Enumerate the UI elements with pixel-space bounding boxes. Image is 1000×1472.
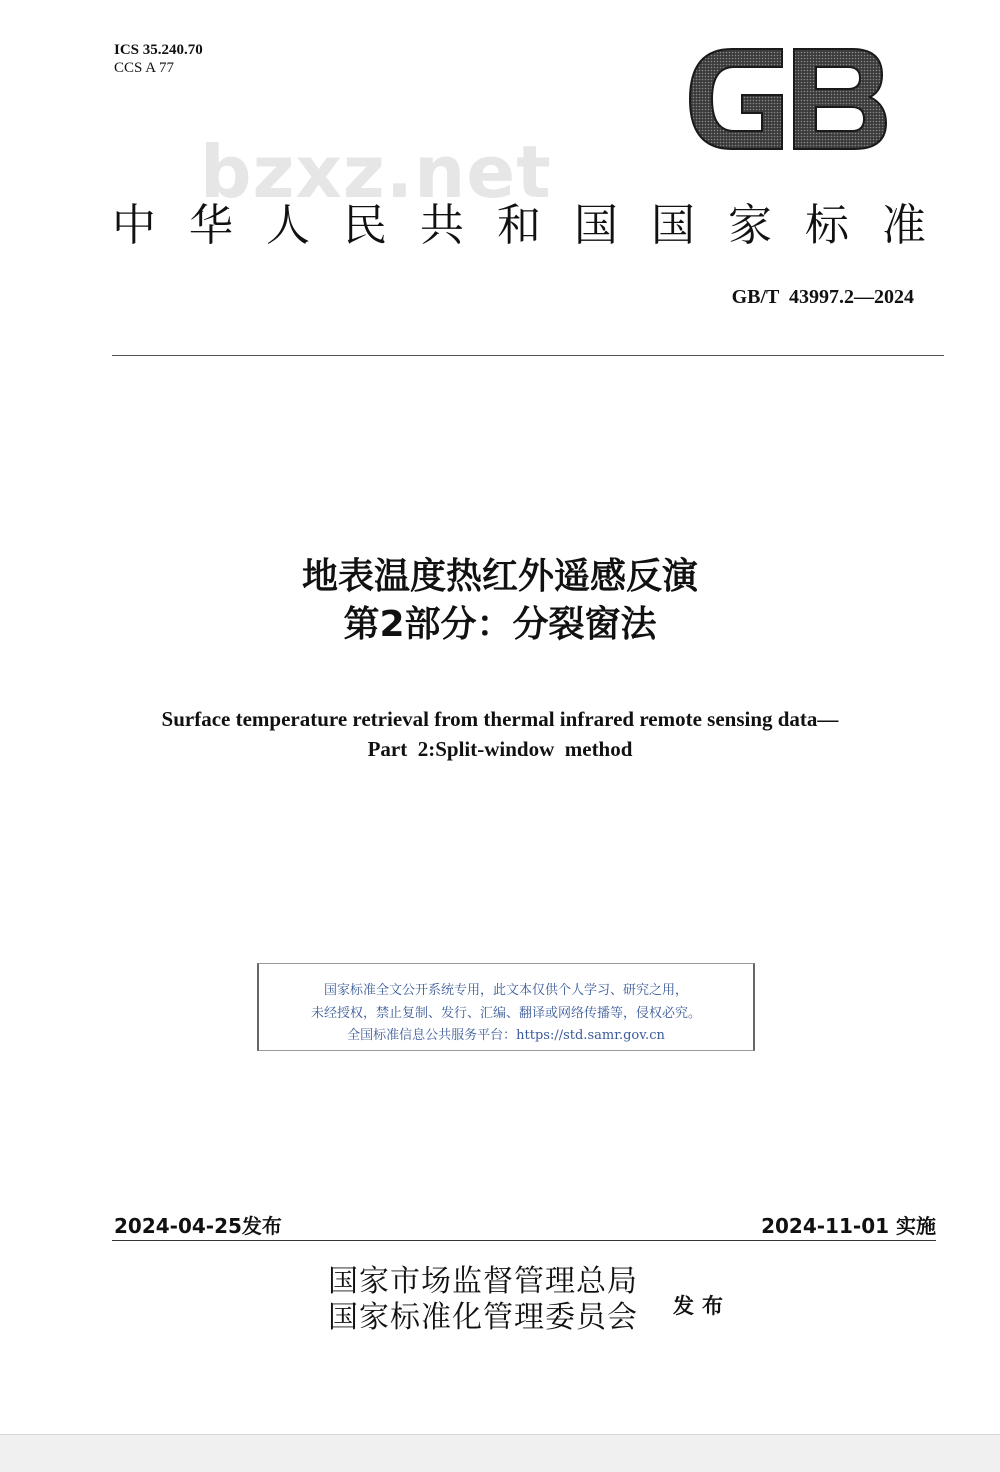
standard-number: GB/T 43997.2—2024 xyxy=(731,286,914,308)
issuer-sac: 国家标准化管理委员会 xyxy=(328,1300,638,1335)
gb-logo-icon xyxy=(686,45,889,153)
watermark-text: bzxz.net xyxy=(200,130,552,214)
copyright-notice-box xyxy=(257,963,755,1051)
footer-divider xyxy=(112,1240,936,1241)
national-standard-title: 中华人民共和国国家标准 xyxy=(112,200,959,251)
notice-line-2: 未经授权，禁止复制、发行、汇编、翻译或网络传播等，侵权必究。 xyxy=(310,1006,701,1021)
english-title-line-1: Surface temperature retrieval from thermal infrared remote sensing data— xyxy=(161,707,839,731)
chinese-title-line-1: 地表温度热红外遥感反演 xyxy=(301,556,698,597)
issuing-authorities xyxy=(328,1264,638,1336)
notice-line-1: 国家标准全文公开系统专用，此文本仅供个人学习、研究之用， xyxy=(323,983,688,998)
issuer-samr: 国家市场监督管理总局 xyxy=(328,1264,638,1299)
header-divider xyxy=(112,355,944,356)
chinese-title xyxy=(0,553,1000,649)
notice-line-3: 全国标准信息公共服务平台：https://std.samr.gov.cn xyxy=(347,1028,665,1043)
english-title-line-2: Part 2:Split-window method xyxy=(367,737,633,761)
issue-date: 2024-04-25发布 xyxy=(114,1214,282,1238)
chinese-title-line-2: 第2部分：分裂窗法 xyxy=(343,604,657,645)
english-title xyxy=(0,704,1000,764)
page-bottom-edge xyxy=(0,1434,1000,1472)
classification-codes xyxy=(114,41,203,77)
ccs-code: CCS A 77 xyxy=(114,60,175,76)
publish-label: 发布 xyxy=(673,1294,731,1318)
implementation-date: 2024-11-01 实施 xyxy=(761,1214,936,1238)
ics-code: ICS 35.240.70 xyxy=(114,42,203,58)
